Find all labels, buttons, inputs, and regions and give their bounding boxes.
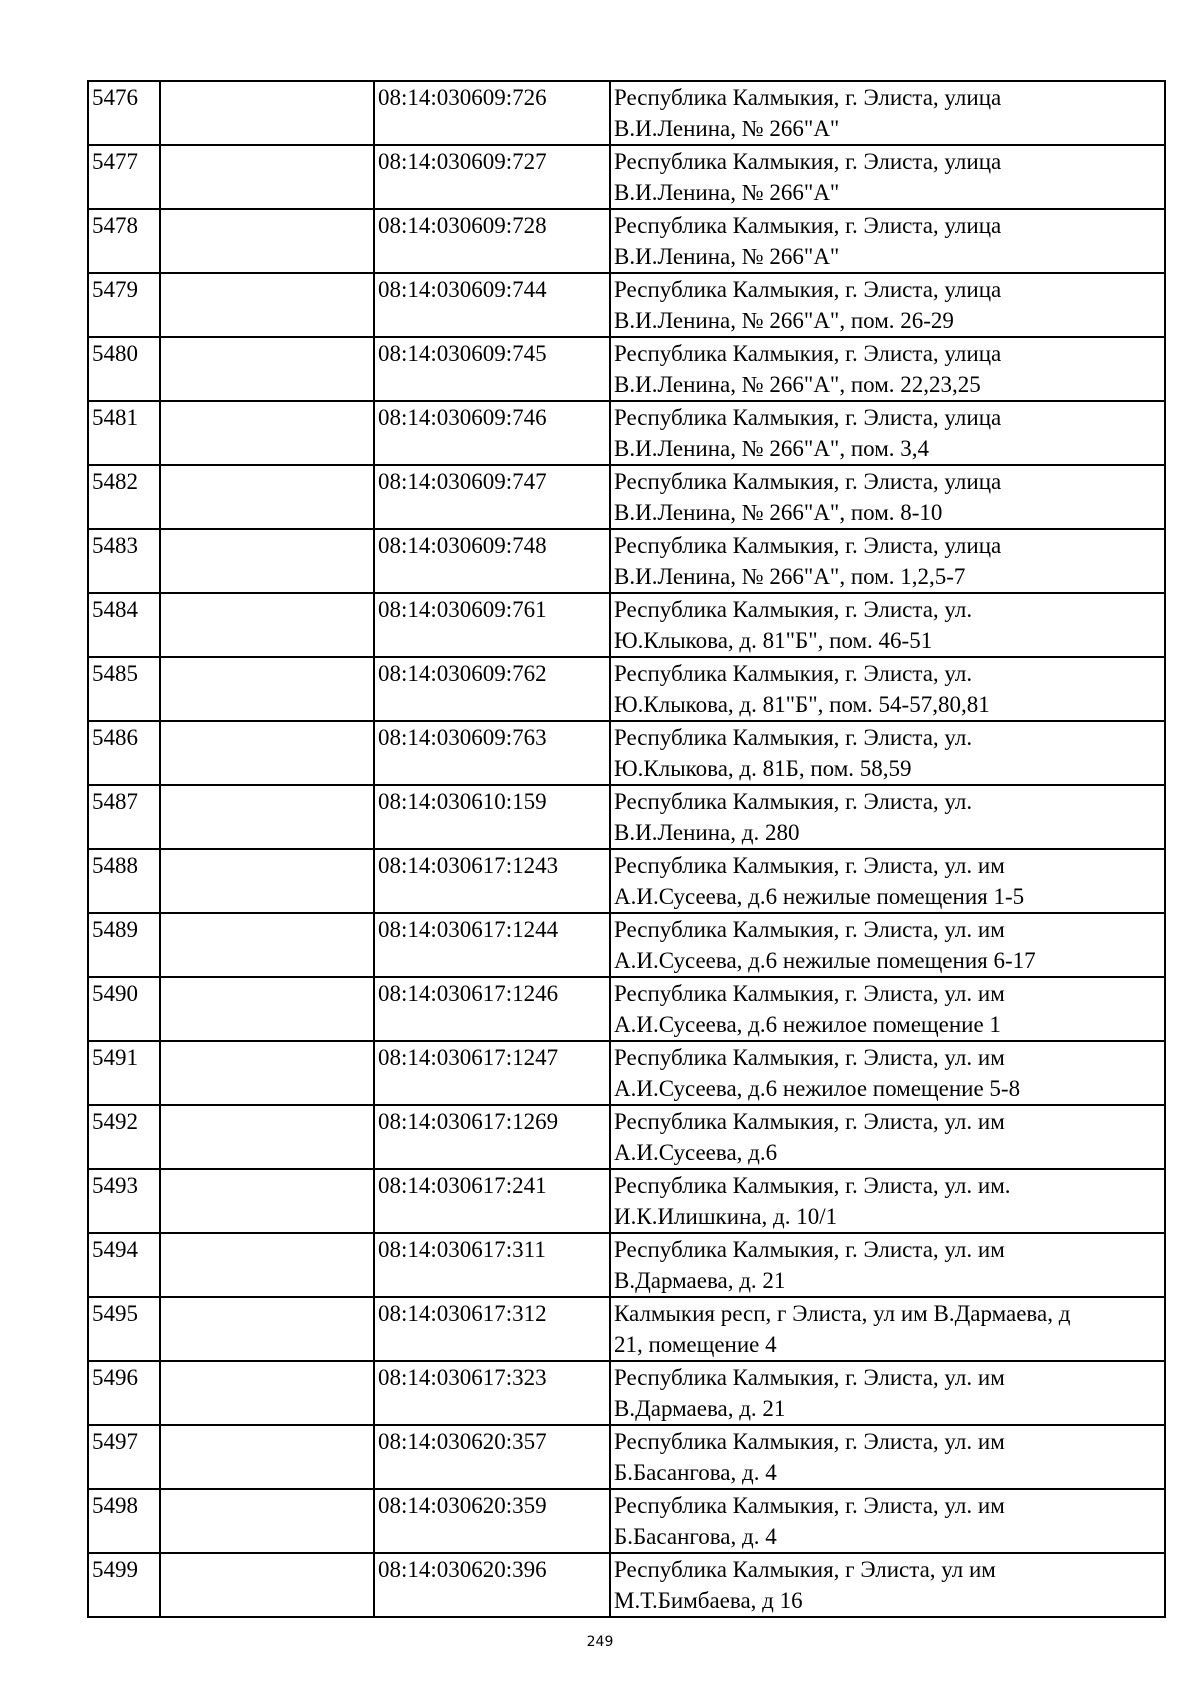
row-number-cell: 5487 (88, 785, 160, 849)
address-cell: Республика Калмыкия, г. Элиста, улица В.И.Ленина, № 266"А" (610, 209, 1165, 273)
table-row (88, 1105, 1165, 1169)
cadastral-number-cell: 08:14:030609:744 (374, 273, 610, 337)
table-row (88, 721, 1165, 785)
blank-cell (160, 1553, 374, 1617)
address-cell: Республика Калмыкия, г. Элиста, ул. Ю.Клыкова, д. 81"Б", пом. 46-51 (610, 593, 1165, 657)
cadastral-number-cell: 08:14:030609:748 (374, 529, 610, 593)
address-cell: Республика Калмыкия, г. Элиста, ул. им. И.К.Илишкина, д. 10/1 (610, 1169, 1165, 1233)
table-row (88, 529, 1165, 593)
cadastral-number-cell: 08:14:030609:747 (374, 465, 610, 529)
table-row (88, 1425, 1165, 1489)
cadastral-number-cell: 08:14:030620:359 (374, 1489, 610, 1553)
address-cell: Республика Калмыкия, г. Элиста, ул. Ю.Клыкова, д. 81Б, пом. 58,59 (610, 721, 1165, 785)
address-cell: Калмыкия респ, г Элиста, ул им В.Дармаева, д 21, помещение 4 (610, 1297, 1165, 1361)
property-registry-table (87, 80, 1166, 1618)
row-number-cell: 5499 (88, 1553, 160, 1617)
row-number-cell: 5486 (88, 721, 160, 785)
address-cell: Республика Калмыкия, г. Элиста, улица В.И.Ленина, № 266"А", пом. 22,23,25 (610, 337, 1165, 401)
blank-cell (160, 1233, 374, 1297)
row-number-cell: 5489 (88, 913, 160, 977)
table-row (88, 849, 1165, 913)
row-number-cell: 5482 (88, 465, 160, 529)
table-row (88, 785, 1165, 849)
cadastral-number-cell: 08:14:030609:763 (374, 721, 610, 785)
table-row (88, 273, 1165, 337)
cadastral-number-cell: 08:14:030617:311 (374, 1233, 610, 1297)
address-cell: Республика Калмыкия, г. Элиста, ул. им А.И.Сусеева, д.6 нежилое помещение 1 (610, 977, 1165, 1041)
address-cell: Республика Калмыкия, г. Элиста, ул. им В.Дармаева, д. 21 (610, 1361, 1165, 1425)
table-row (88, 465, 1165, 529)
table-row (88, 977, 1165, 1041)
address-cell: Республика Калмыкия, г. Элиста, улица В.И.Ленина, № 266"А", пом. 26-29 (610, 273, 1165, 337)
row-number-cell: 5493 (88, 1169, 160, 1233)
table-row (88, 913, 1165, 977)
address-cell: Республика Калмыкия, г. Элиста, ул. им А.И.Сусеева, д.6 нежилые помещения 6-17 (610, 913, 1165, 977)
cadastral-number-cell: 08:14:030617:312 (374, 1297, 610, 1361)
blank-cell (160, 401, 374, 465)
row-number-cell: 5480 (88, 337, 160, 401)
table-row (88, 1361, 1165, 1425)
blank-cell (160, 1105, 374, 1169)
blank-cell (160, 657, 374, 721)
cadastral-number-cell: 08:14:030617:1244 (374, 913, 610, 977)
row-number-cell: 5483 (88, 529, 160, 593)
row-number-cell: 5495 (88, 1297, 160, 1361)
blank-cell (160, 273, 374, 337)
blank-cell (160, 337, 374, 401)
row-number-cell: 5494 (88, 1233, 160, 1297)
cadastral-number-cell: 08:14:030620:357 (374, 1425, 610, 1489)
page-number: 249 (586, 1634, 614, 1650)
address-cell: Республика Калмыкия, г. Элиста, ул. В.И.Ленина, д. 280 (610, 785, 1165, 849)
cadastral-number-cell: 08:14:030609:745 (374, 337, 610, 401)
table-row (88, 401, 1165, 465)
row-number-cell: 5498 (88, 1489, 160, 1553)
table-row (88, 657, 1165, 721)
blank-cell (160, 593, 374, 657)
address-cell: Республика Калмыкия, г. Элиста, улица В.И.Ленина, № 266"А", пом. 8-10 (610, 465, 1165, 529)
row-number-cell: 5491 (88, 1041, 160, 1105)
address-cell: Республика Калмыкия, г. Элиста, улица В.И.Ленина, № 266"А" (610, 145, 1165, 209)
row-number-cell: 5481 (88, 401, 160, 465)
address-cell: Республика Калмыкия, г. Элиста, улица В.И.Ленина, № 266"А", пом. 3,4 (610, 401, 1165, 465)
row-number-cell: 5490 (88, 977, 160, 1041)
cadastral-number-cell: 08:14:030620:396 (374, 1553, 610, 1617)
address-cell: Республика Калмыкия, г. Элиста, ул. им Б.Басангова, д. 4 (610, 1425, 1165, 1489)
table-row (88, 1041, 1165, 1105)
blank-cell (160, 209, 374, 273)
row-number-cell: 5496 (88, 1361, 160, 1425)
blank-cell (160, 849, 374, 913)
blank-cell (160, 721, 374, 785)
table-row (88, 1169, 1165, 1233)
address-cell: Республика Калмыкия, г Элиста, ул им М.Т.Бимбаева, д 16 (610, 1553, 1165, 1617)
table-row (88, 593, 1165, 657)
row-number-cell: 5488 (88, 849, 160, 913)
blank-cell (160, 1425, 374, 1489)
table-row (88, 81, 1165, 145)
row-number-cell: 5478 (88, 209, 160, 273)
cadastral-number-cell: 08:14:030609:727 (374, 145, 610, 209)
cadastral-number-cell: 08:14:030609:726 (374, 81, 610, 145)
table-row (88, 209, 1165, 273)
address-cell: Республика Калмыкия, г. Элиста, ул. им А.И.Сусеева, д.6 (610, 1105, 1165, 1169)
cadastral-number-cell: 08:14:030617:1247 (374, 1041, 610, 1105)
blank-cell (160, 785, 374, 849)
cadastral-number-cell: 08:14:030617:1269 (374, 1105, 610, 1169)
table-row (88, 1489, 1165, 1553)
table-row (88, 1297, 1165, 1361)
blank-cell (160, 1041, 374, 1105)
row-number-cell: 5485 (88, 657, 160, 721)
address-cell: Республика Калмыкия, г. Элиста, ул. Ю.Клыкова, д. 81"Б", пом. 54-57,80,81 (610, 657, 1165, 721)
row-number-cell: 5484 (88, 593, 160, 657)
blank-cell (160, 1297, 374, 1361)
table-row (88, 145, 1165, 209)
blank-cell (160, 465, 374, 529)
cadastral-number-cell: 08:14:030617:1243 (374, 849, 610, 913)
blank-cell (160, 977, 374, 1041)
address-cell: Республика Калмыкия, г. Элиста, улица В.И.Ленина, № 266"А", пом. 1,2,5-7 (610, 529, 1165, 593)
blank-cell (160, 529, 374, 593)
cadastral-number-cell: 08:14:030609:728 (374, 209, 610, 273)
row-number-cell: 5476 (88, 81, 160, 145)
cadastral-number-cell: 08:14:030617:241 (374, 1169, 610, 1233)
cadastral-number-cell: 08:14:030609:746 (374, 401, 610, 465)
table-row (88, 1553, 1165, 1617)
blank-cell (160, 913, 374, 977)
blank-cell (160, 1489, 374, 1553)
blank-cell (160, 1169, 374, 1233)
address-cell: Республика Калмыкия, г. Элиста, ул. им А.И.Сусеева, д.6 нежилое помещение 5-8 (610, 1041, 1165, 1105)
row-number-cell: 5479 (88, 273, 160, 337)
row-number-cell: 5492 (88, 1105, 160, 1169)
cadastral-number-cell: 08:14:030617:1246 (374, 977, 610, 1041)
cadastral-number-cell: 08:14:030617:323 (374, 1361, 610, 1425)
blank-cell (160, 145, 374, 209)
row-number-cell: 5497 (88, 1425, 160, 1489)
address-cell: Республика Калмыкия, г. Элиста, ул. им А.И.Сусеева, д.6 нежилые помещения 1-5 (610, 849, 1165, 913)
row-number-cell: 5477 (88, 145, 160, 209)
cadastral-number-cell: 08:14:030609:761 (374, 593, 610, 657)
table-row (88, 337, 1165, 401)
address-cell: Республика Калмыкия, г. Элиста, ул. им В.Дармаева, д. 21 (610, 1233, 1165, 1297)
registry-table-body (88, 81, 1165, 1617)
blank-cell (160, 1361, 374, 1425)
address-cell: Республика Калмыкия, г. Элиста, ул. им Б.Басангова, д. 4 (610, 1489, 1165, 1553)
blank-cell (160, 81, 374, 145)
table-row (88, 1233, 1165, 1297)
cadastral-number-cell: 08:14:030609:762 (374, 657, 610, 721)
address-cell: Республика Калмыкия, г. Элиста, улица В.И.Ленина, № 266"А" (610, 81, 1165, 145)
cadastral-number-cell: 08:14:030610:159 (374, 785, 610, 849)
